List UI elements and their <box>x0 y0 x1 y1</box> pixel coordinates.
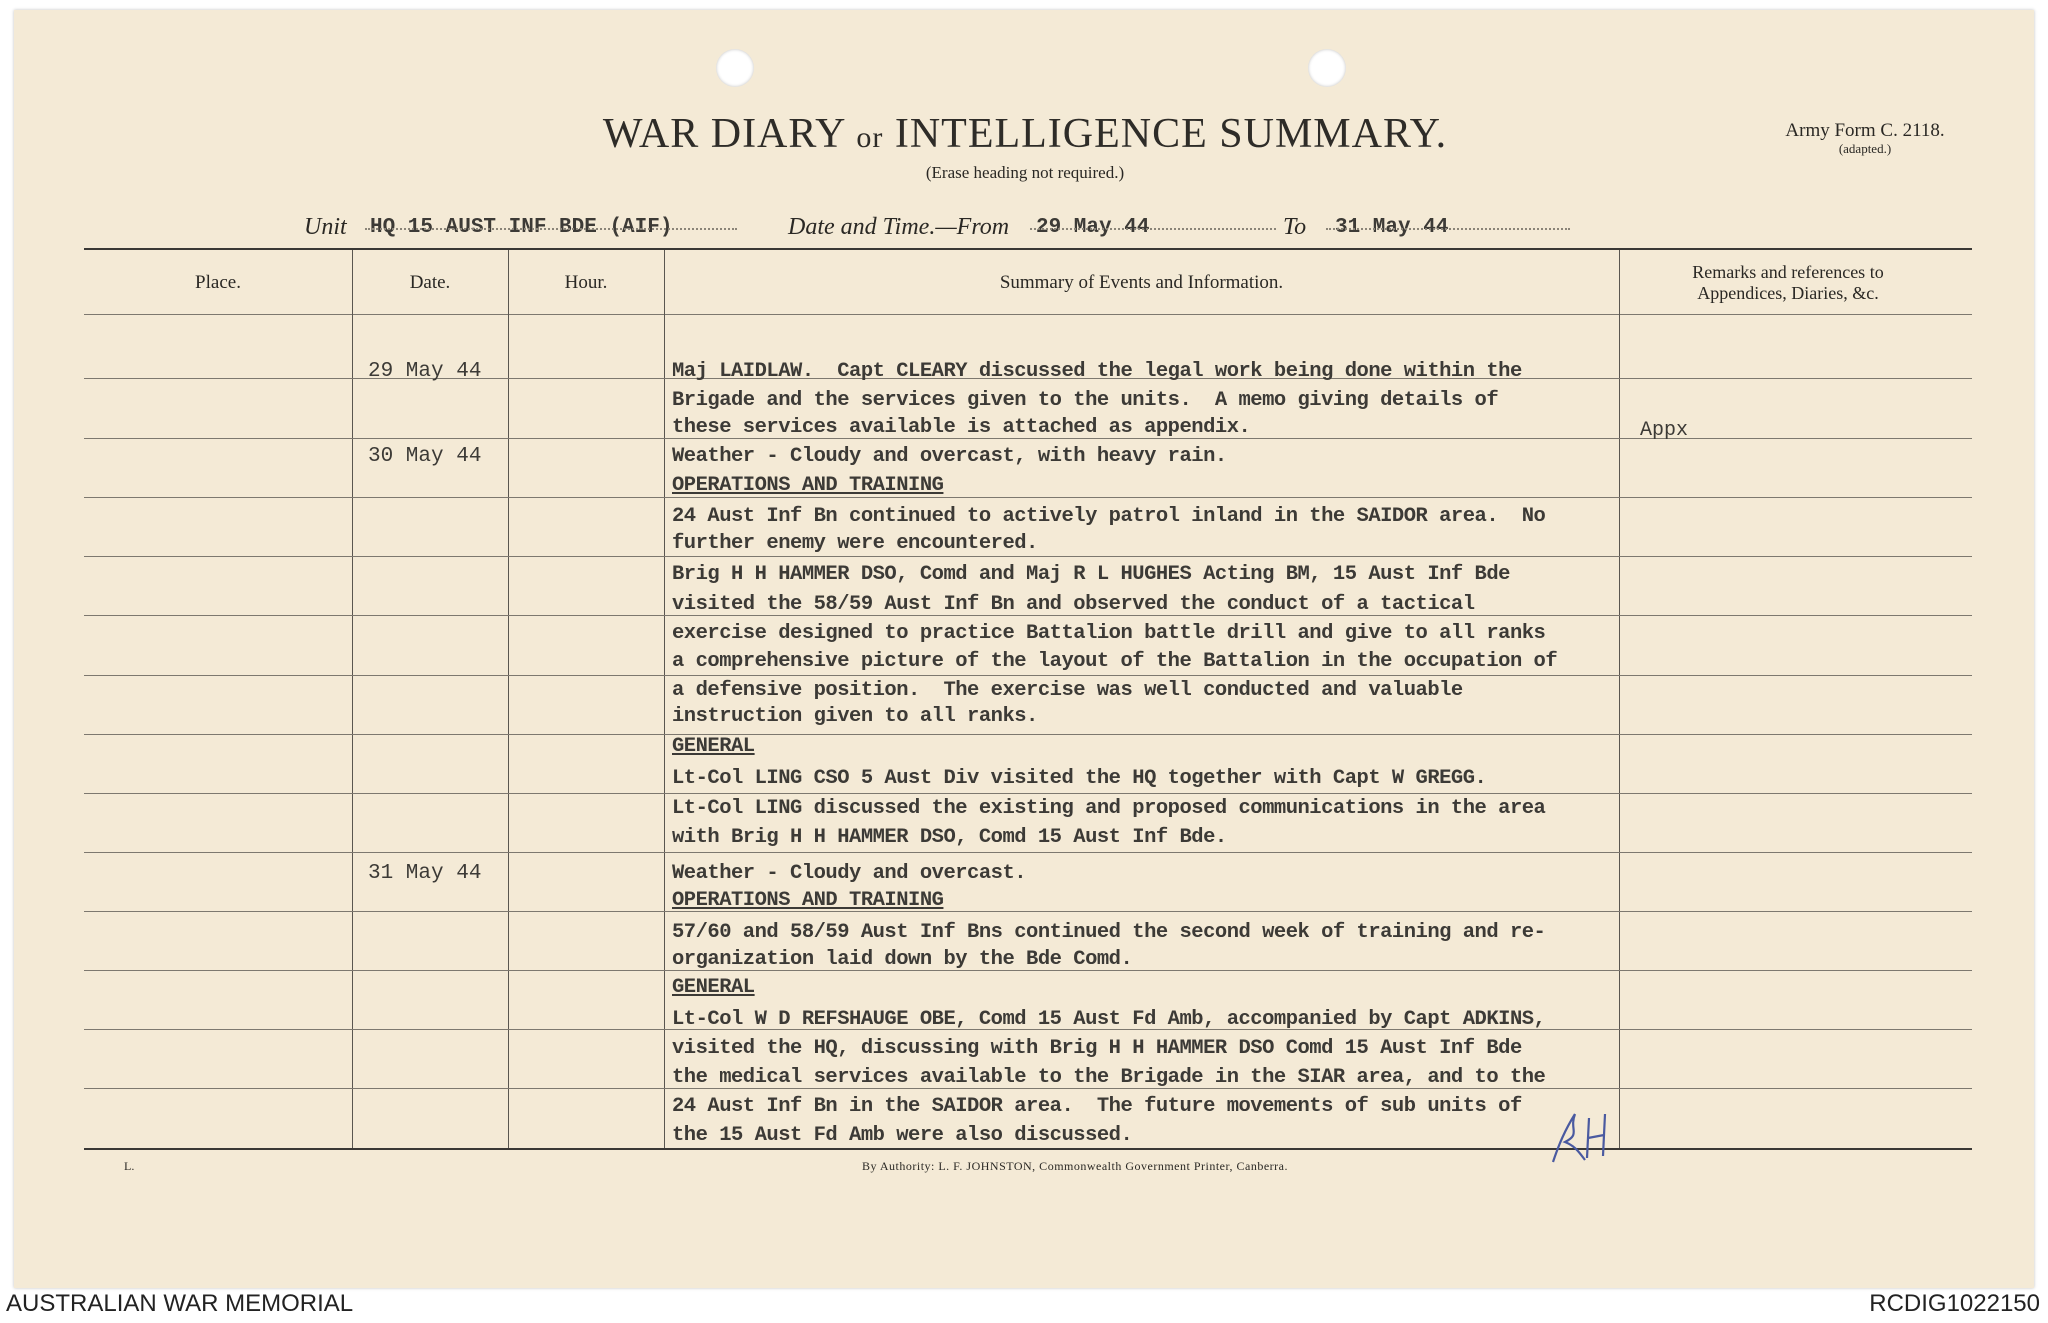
punch-hole-left <box>716 49 754 87</box>
section-heading: GENERAL <box>672 735 755 758</box>
entry-line: with Brig H H HAMMER DSO, Comd 15 Aust Inf Bde. <box>672 826 1227 849</box>
ruled-line <box>84 497 1972 498</box>
entry-line: Maj LAIDLAW. Capt CLEARY discussed the legal work being done within the <box>672 360 1522 383</box>
date-to-value: 31 May 44 <box>1335 216 1449 239</box>
col-head-remarks: Remarks and references to Appendices, Diaries, &c. <box>1692 262 1884 303</box>
ruled-line <box>84 852 1972 853</box>
date-entry: 31 May 44 <box>368 862 482 885</box>
entry-line: a defensive position. The exercise was well conducted and valuable <box>672 679 1463 702</box>
entry-line: Lt-Col W D REFSHAUGE OBE, Comd 15 Aust Fd Amb, accompanied by Capt ADKINS, <box>672 1008 1546 1031</box>
entry-line: visited the 58/59 Aust Inf Bn and observed the conduct of a tactical <box>672 593 1475 616</box>
ruled-line <box>84 911 1972 912</box>
army-form-label: Army Form C. 2118. (adapted.) <box>1785 120 1945 156</box>
col-divider-2 <box>508 250 509 1148</box>
unit-dots <box>365 228 737 230</box>
unit-label: Unit <box>304 214 347 240</box>
entry-line: Brigade and the services given to the units. A memo giving details of <box>672 389 1499 412</box>
header-bottom-rule <box>84 314 1972 315</box>
entry-line: Weather - Cloudy and overcast, with heavy rain. <box>672 445 1227 468</box>
remark-appx: Appx <box>1640 419 1689 442</box>
col-head-hour: Hour. <box>564 272 608 293</box>
printer-line: By Authority: L. F. JOHNSTON, Commonwealth Government Printer, Canberra. <box>862 1159 1288 1173</box>
col-divider-3 <box>664 250 665 1148</box>
ruled-line <box>84 556 1972 557</box>
entry-line: exercise designed to practice Battalion battle drill and give to all ranks <box>672 622 1546 645</box>
date-entry: 29 May 44 <box>368 360 482 383</box>
table-top-rule <box>84 248 1972 250</box>
entry-line: 24 Aust Inf Bn in the SAIDOR area. The future movements of sub units of <box>672 1095 1522 1118</box>
entry-line: further enemy were encountered. <box>672 532 1038 555</box>
col-divider-1 <box>352 250 353 1148</box>
table-bottom-rule <box>84 1148 1972 1150</box>
entry-line: 24 Aust Inf Bn continued to actively patrol inland in the SAIDOR area. No <box>672 505 1546 528</box>
ruled-line <box>84 793 1972 794</box>
date-to-dots <box>1326 228 1570 230</box>
ruled-line <box>84 734 1972 735</box>
col-head-date: Date. <box>409 272 451 293</box>
section-heading: OPERATIONS AND TRAINING <box>672 889 944 912</box>
signature-initials-icon <box>1545 1100 1615 1170</box>
entry-line: 57/60 and 58/59 Aust Inf Bns continued the second week of training and re- <box>672 921 1546 944</box>
date-from-dots <box>1030 228 1276 230</box>
entry-line: Brig H H HAMMER DSO, Comd and Maj R L HUGHES Acting BM, 15 Aust Inf Bde <box>672 563 1510 586</box>
unit-value: HQ 15 AUST INF BDE (AIF) <box>370 216 673 239</box>
to-label: To <box>1283 214 1307 240</box>
date-label: Date and Time.—From <box>788 214 1010 240</box>
entry-line: Lt-Col LING discussed the existing and proposed communications in the area <box>672 797 1546 820</box>
date-from-value: 29 May 44 <box>1036 216 1150 239</box>
entry-line: Lt-Col LING CSO 5 Aust Div visited the HQ together with Capt W GREGG. <box>672 767 1487 790</box>
archive-id: RCDIG1022150 <box>1869 1290 2040 1317</box>
entry-line: the medical services available to the Brigade in the SIAR area, and to the <box>672 1066 1546 1089</box>
col-head-summary: Summary of Events and Information. <box>999 272 1284 293</box>
form-number: L. <box>124 1159 135 1173</box>
col-head-place: Place. <box>195 272 241 293</box>
entry-line: instruction given to all ranks. <box>672 705 1038 728</box>
entry-line: Weather - Cloudy and overcast. <box>672 862 1027 885</box>
punch-hole-right <box>1308 49 1346 87</box>
archive-caption: AUSTRALIAN WAR MEMORIAL <box>6 1290 354 1317</box>
entry-line: a comprehensive picture of the layout of the Battalion in the occupation of <box>672 650 1558 673</box>
form-title: WAR DIARY or INTELLIGENCE SUMMARY. <box>602 111 1448 157</box>
section-heading: OPERATIONS AND TRAINING <box>672 474 944 497</box>
entry-line: visited the HQ, discussing with Brig H H HAMMER DSO Comd 15 Aust Inf Bde <box>672 1037 1522 1060</box>
entry-line: organization laid down by the Bde Comd. <box>672 948 1133 971</box>
date-entry: 30 May 44 <box>368 445 482 468</box>
ruled-line <box>84 675 1972 676</box>
col-divider-4 <box>1619 250 1620 1148</box>
section-heading: GENERAL <box>672 976 755 999</box>
entry-line: the 15 Aust Fd Amb were also discussed. <box>672 1124 1133 1147</box>
entry-line: these services available is attached as appendix. <box>672 416 1251 439</box>
erase-note: (Erase heading not required.) <box>925 163 1125 182</box>
